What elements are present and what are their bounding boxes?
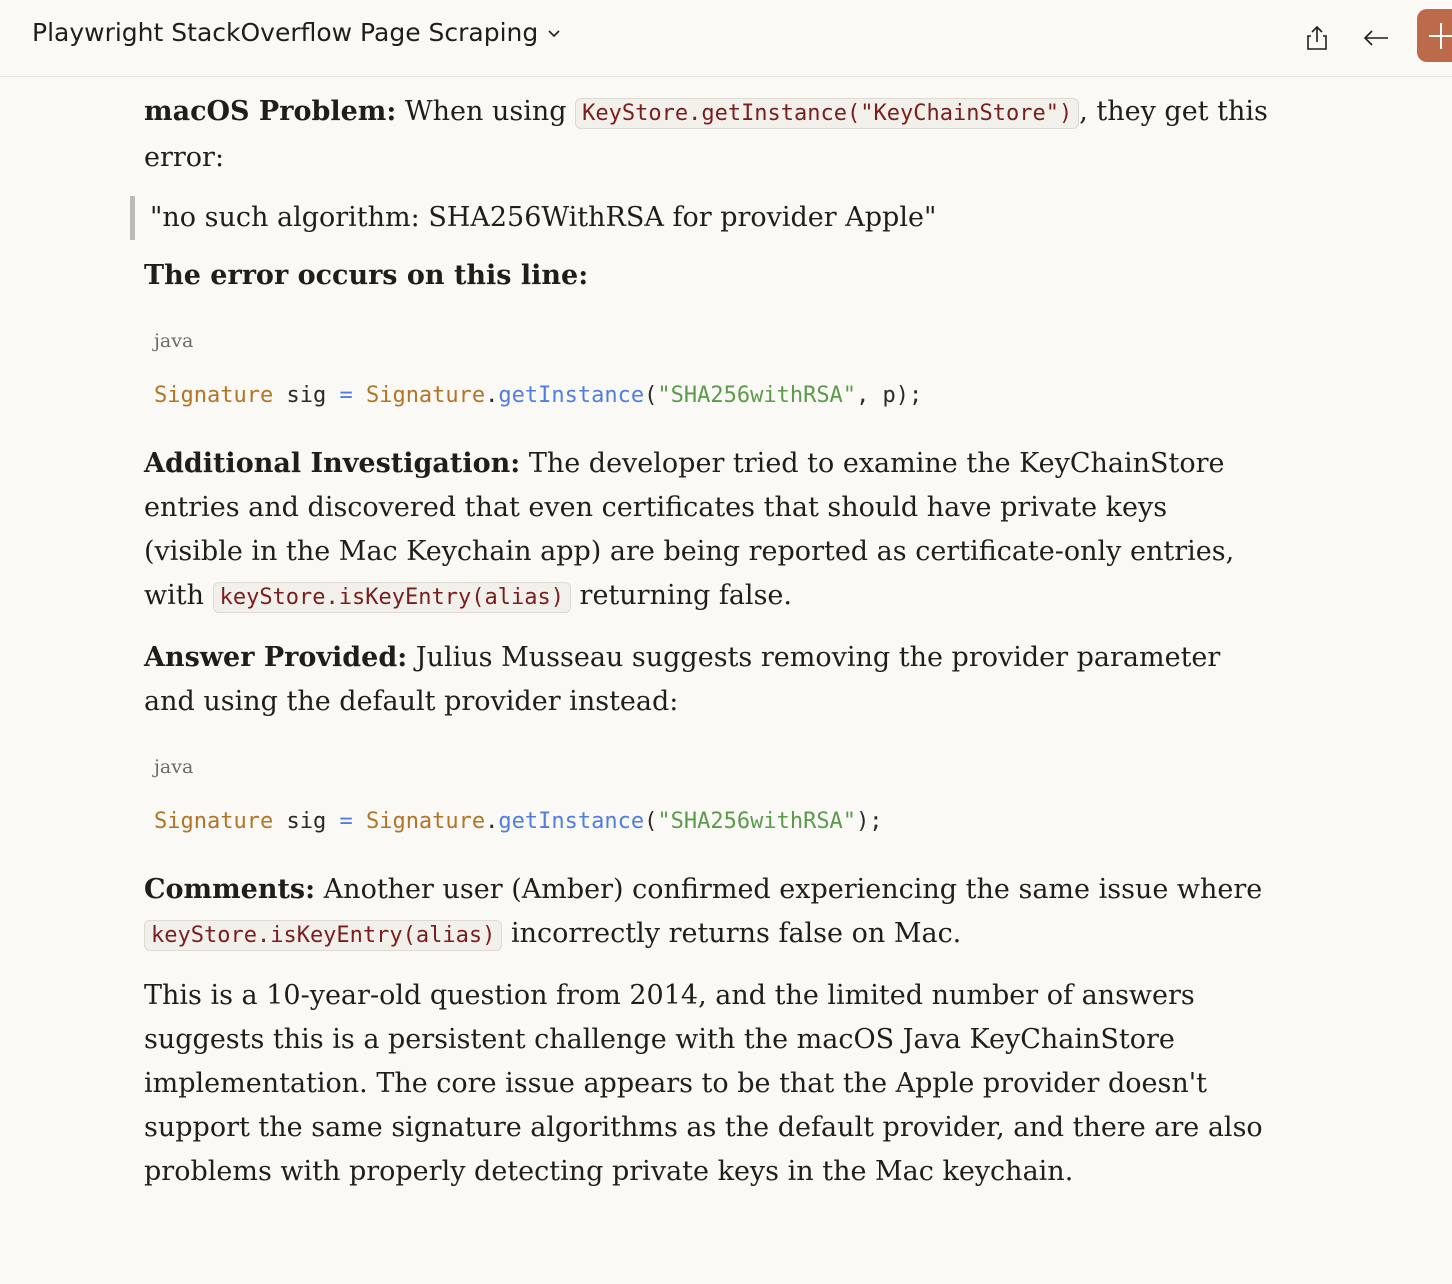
bold-label: Answer Provided: (144, 642, 408, 673)
inline-code: KeyStore.getInstance("KeyChainStore") (575, 98, 1079, 129)
paragraph-answer (144, 636, 1274, 724)
code-token: sig (273, 383, 340, 408)
bold-label: Additional Investigation: (144, 448, 521, 479)
share-icon (1304, 24, 1330, 52)
text: Another user (Amber) confirmed experiencing the same issue where (315, 874, 1263, 905)
text: returning false. (570, 580, 792, 611)
bold-label: macOS Problem: (144, 96, 397, 127)
code-token (353, 383, 366, 408)
back-button[interactable] (1356, 18, 1396, 58)
header-bar (0, 0, 1452, 77)
code-language: java (154, 756, 194, 778)
paragraph-error-line (144, 254, 1274, 298)
code-block (144, 752, 1274, 838)
text: incorrectly returns false on Mac. (502, 918, 962, 949)
code-token: getInstance (498, 383, 645, 408)
code-token: = (339, 383, 353, 408)
code-token: Signature (154, 809, 274, 834)
chat-title: Playwright StackOverflow Page Scraping (32, 18, 539, 47)
paragraph-summary: This is a 10-year-old question from 2014, and the limited number of answers suggests this is a persistent challenge with the macOS Java KeyChainStore implementation. The core issue appears to be that the Apple provider doesn't support the same signature algorithms as the default provider, and there are also problems with properly detecting private keys in the Mac keychain. (144, 980, 1263, 1187)
code-block (144, 326, 1274, 412)
paragraph-comments (144, 868, 1274, 958)
text: , they get this error: (144, 96, 1268, 173)
code-token: . (485, 383, 499, 408)
code-token: getInstance (498, 809, 645, 834)
code-token: ( (644, 383, 658, 408)
code-line (154, 380, 1274, 412)
paragraph-macos-problem (144, 90, 1274, 180)
code-token: = (339, 809, 353, 834)
inline-code: keyStore.isKeyEntry(alias) (213, 582, 571, 613)
code-token: Signature (154, 383, 274, 408)
new-chat-button[interactable] (1417, 9, 1452, 62)
inline-code: keyStore.isKeyEntry(alias) (144, 920, 502, 951)
bold-label: The error occurs on this line: (144, 260, 589, 291)
code-token: Signature (365, 809, 486, 834)
text: When using (396, 96, 576, 127)
message-content (144, 90, 1274, 1210)
error-quote: "no such algorithm: SHA256WithRSA for provider Apple" (130, 196, 1274, 240)
bold-label: Comments: (144, 874, 316, 905)
chevron-down-icon (546, 25, 562, 41)
code-line (154, 806, 1274, 838)
code-token: ); (856, 809, 883, 834)
code-token: "SHA256withRSA" (657, 383, 857, 408)
code-token: . (485, 809, 499, 834)
code-token: sig (273, 809, 340, 834)
code-token: Signature (365, 383, 486, 408)
code-token: "SHA256withRSA" (657, 809, 857, 834)
text: Julius Musseau suggests removing the provider parameter and using the default provider instead: (144, 642, 1221, 717)
arrow-left-icon (1362, 28, 1390, 48)
code-language: java (154, 330, 194, 352)
text: The developer tried to examine the KeyChainStore entries and discovered that even certificates that should have private keys (visible in the Mac Keychain app) are being reported as certificate-only entries, with (144, 448, 1235, 611)
paragraph-investigation (144, 442, 1274, 620)
code-token: , p); (856, 383, 923, 408)
plus-icon (1417, 9, 1452, 62)
code-token (353, 809, 366, 834)
chat-title-dropdown[interactable] (32, 18, 562, 47)
code-token: ( (644, 809, 658, 834)
share-button[interactable] (1297, 18, 1337, 58)
